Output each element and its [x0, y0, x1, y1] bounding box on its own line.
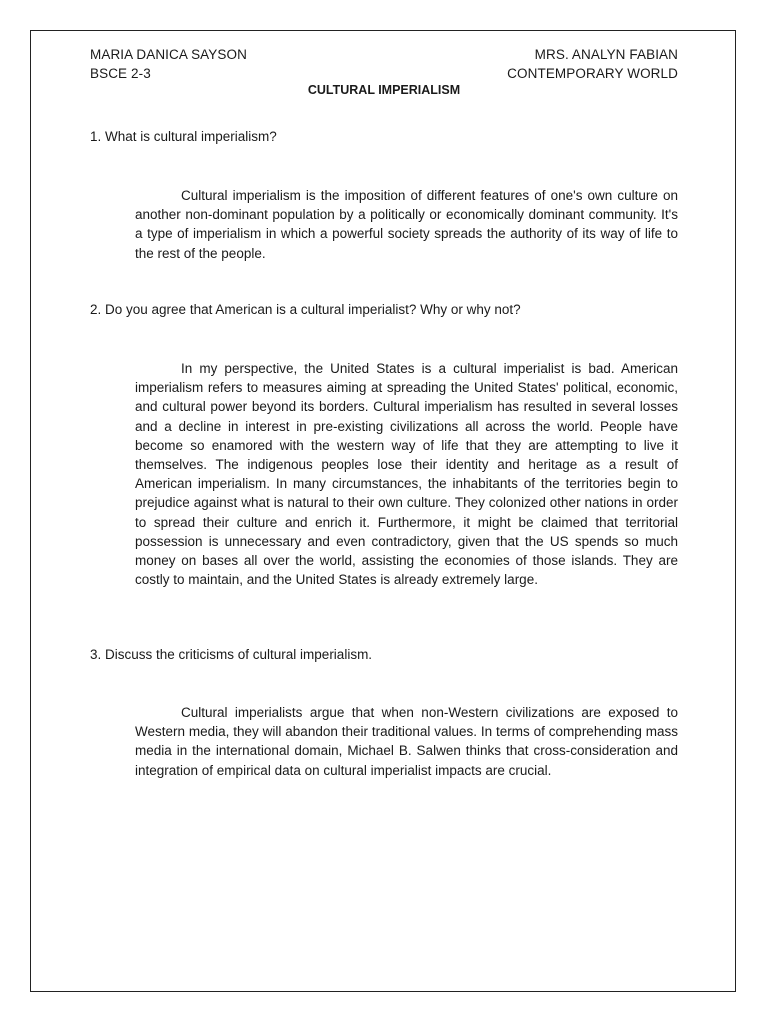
question-2: 2. Do you agree that American is a cultural imperialist? Why or why not? [90, 302, 521, 317]
answer-3: Cultural imperialists argue that when non-Western civilizations are exposed to Western media, they will abandon their traditional values. In terms of comprehending mass media in the international domain, Michael B. Salwen thinks that cross-consideration and integration of empirical data on cultural imperialist impacts are crucial. [135, 705, 678, 778]
subject-name: CONTEMPORARY WORLD [507, 66, 678, 81]
question-3: 3. Discuss the criticisms of cultural imperialism. [90, 647, 373, 662]
student-name: MARIA DANICA SAYSON [90, 47, 247, 62]
teacher-name: MRS. ANALYN FABIAN [534, 47, 678, 62]
header-left [90, 45, 247, 83]
answer-2: In my perspective, the United States is a cultural imperialist is bad. American imperialism refers to measures aiming at spreading the United States' political, economic, and cultural power beyond its borders. Cultural imperialism has resulted in several losses and a decline in interest in pre-existing civilizations all across the world. People have become so enamored with the western way of life that they are attempting to live it themselves. The indigenous peoples lose their identity and heritage as a result of American imperialism. In many circumstances, the inhabitants of the territories begin to prejudice against what is natural to their own culture. They colonized other nations in order to spread their culture and enrich it. Furthermore, it might be claimed that territorial possession is unnecessary and even contradictory, given that the US spends so much money on bases all over the world, assisting the economies of those islands. They are costly to maintain, and the United States is already extremely large. [135, 361, 678, 588]
answer-1: Cultural imperialism is the imposition of different features of one's own culture on another non-dominant population by a politically or economically dominant community. It's a type of imperialism in which a powerful society spreads the authority of its way of life to the rest of the people. [135, 188, 678, 261]
header-right [507, 45, 678, 83]
question-1: 1. What is cultural imperialism? [90, 129, 277, 144]
document-title: CULTURAL IMPERIALISM [307, 83, 461, 97]
student-section: BSCE 2-3 [90, 66, 151, 81]
